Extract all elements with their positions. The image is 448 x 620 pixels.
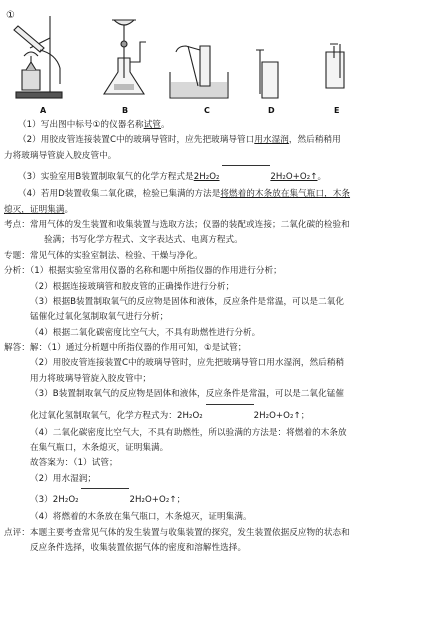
answer-blank: 用水湿润 [254, 135, 289, 146]
final-answer-header: 故答案为：（1）试管； [30, 458, 118, 469]
label-e: E [334, 106, 340, 115]
analysis-line-4: （4）根据二氧化碳密度比空气大，不具有助燃性进行分析。 [30, 327, 261, 338]
answer-blank: 将燃着的木条放在集气瓶口，木条 [220, 189, 351, 200]
question-2: （2）用胶皮管连接装置C中的玻璃导管时，应先把玻璃导管口用水湿润，然后稍稍用 [18, 135, 341, 146]
answer-line-2b: 用力将玻璃导管旋入胶皮管中； [30, 373, 152, 384]
apparatus-c [170, 46, 228, 98]
label-a: A [40, 106, 47, 115]
answer-line-3: （3）B装置制取氧气的反应物是固体和液体，反应条件是常温，可以是二氧化锰催 [30, 389, 344, 400]
answer-line-2: （2）用胶皮管连接装置C中的玻璃导管时，应先把玻璃导管口用水湿润，然后稍稍 [30, 358, 345, 369]
question-4: （4）若用D装置收集二氧化碳，检验已集满的方法是将燃着的木条放在集气瓶口，木条 [18, 189, 351, 200]
label-b: B [122, 106, 129, 115]
reaction-arrow [222, 164, 270, 187]
apparatus-e [326, 44, 344, 88]
answer-line-3b: 化过氧化氢制取氧气，化学方程式为：2H₂O₂ 2H₂O+O₂↑； [4, 403, 444, 426]
final-answer-2: （2）用水湿润； [30, 473, 97, 484]
answer-line-4b: 在集气瓶口，木条熄灭，证明集满。 [30, 443, 169, 454]
apparatus-d [256, 50, 278, 98]
reaction-arrow [81, 487, 129, 510]
reaction-arrow [206, 403, 254, 426]
final-answer-4: （4）将燃着的木条放在集气瓶口，木条熄灭，证明集满。 [30, 512, 252, 523]
apparatus-b [104, 20, 146, 94]
kaodian-line-1: 考点：常用气体的发生装置和收集装置与选取方法；仪器的装配或连接；二氧化碳的检验和 [4, 219, 350, 230]
analysis-line-2: （2）根据连接玻璃管和胶皮管的正确操作进行分析； [30, 281, 235, 292]
label-c: C [204, 106, 210, 115]
comment-line-1: 点评：本题主要考查常见气体的发生装置与收集装置的探究，发生装置依据反应物的状态和 [4, 527, 350, 538]
final-answer-3: （3）2H₂O₂ 2H₂O+O₂↑； [4, 487, 444, 510]
answer-line-1: 解答：解：（1）通过分析题中所指仪器的作用可知，①是试管； [4, 343, 247, 354]
analysis-line-3b: 锰催化过氧化氢制取氧气进行分析； [30, 312, 169, 323]
answer-blank: 试管 [143, 120, 161, 130]
solution-text [4, 118, 444, 556]
analysis-line-3: （3）根据B装置制取氧气的反应物是固体和液体，反应条件是常温，可以是二氧化 [30, 296, 344, 307]
kaodian-line-2: 验满；书写化学方程式、文字表达式、电离方程式。 [44, 235, 243, 246]
comment-line-2: 反应条件选择，收集装置依据气体的密度和溶解性选择。 [30, 542, 247, 553]
zhuanti-line: 专题：常见气体的实验室制法、检验、干燥与净化。 [4, 250, 203, 261]
label-d: D [268, 106, 275, 115]
analysis-line-1: 分析：（1）根据实验室常用仪器的名称和题中所指仪器的作用进行分析； [4, 266, 282, 277]
answer-line-4: （4）二氧化碳密度比空气大，不具有助燃性，所以验满的方法是：将燃着的木条放 [30, 427, 347, 438]
question-2-cont: 力将玻璃导管旋入胶皮管中。 [4, 150, 117, 161]
apparatus-a [14, 16, 62, 98]
apparatus-figure [0, 0, 448, 118]
question-4-cont: 熄灭，证明集满。 [4, 204, 74, 215]
marker-1: ① [6, 10, 15, 21]
question-1: （1）写出图中标号①的仪器名称试管。 [18, 120, 170, 130]
question-3: （3）实验室用B装置制取氧气的化学方程式是2H₂O₂ 2H₂O+O₂↑。 [4, 164, 444, 187]
